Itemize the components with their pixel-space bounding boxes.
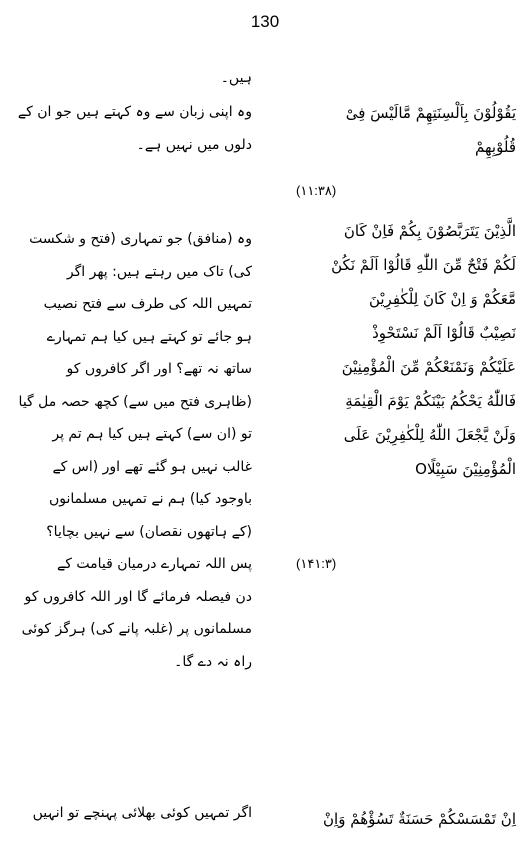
urdu-line: تمہیں اللہ کی طرف سے فتح نصیب: [43, 296, 252, 312]
urdu-translation-block-2a: [12, 223, 252, 418]
urdu-line: راہ نہ دے گا۔: [174, 653, 252, 670]
verse-reference-1: (١١:٣٨): [296, 183, 337, 198]
urdu-line: ہیں۔: [220, 70, 252, 86]
arabic-verse-block-3: [268, 802, 516, 836]
urdu-translation-block-2b: [12, 418, 252, 678]
urdu-line: دلوں میں نہیں ہے۔: [136, 136, 252, 153]
arabic-line: وَلَنْ يَّجْعَلَ اللّٰهُ لِلْكٰفِرِيْنَ عَلَى: [343, 426, 516, 444]
urdu-line: وہ (منافق) جو تمہاری (فتح و شکست: [29, 231, 252, 247]
urdu-line: باوجود کیا) ہم نے تمہیں مسلمانوں: [49, 491, 252, 507]
arabic-line: يَقُوْلُوْنَ بِاَلْسِنَتِهِمْ مَّالَيْسَ فِىْ: [345, 104, 516, 122]
arabic-line: مَّعَكُمْ وَ اِنْ كَانَ لِلْكٰفِرِيْنَ: [368, 290, 516, 308]
urdu-line: (کے ہاتھوں نقصان) سے نہیں بچایا؟: [46, 523, 252, 540]
arabic-line: فَاللّٰهُ يَحْكُمُ بَيْنَكُمْ يَوْمَ الْقِيٰمَةِ: [345, 392, 516, 410]
urdu-line: ہو جائے تو کہتے ہیں کیا ہم تمہارے: [46, 328, 252, 345]
arabic-line: نَصِيْبٌ قَالُوْا اَلَمْ نَسْتَحْوِذْ: [372, 324, 516, 342]
page-number: 130: [250, 12, 280, 31]
urdu-line: دن فیصلہ فرمائے گا اور اللہ کافروں کو: [24, 588, 252, 605]
urdu-translation-block-1: [12, 96, 252, 161]
arabic-line: قُلُوْبِهِمْ: [475, 138, 516, 156]
urdu-line: ساتھ نہ تھے؟ اور اگر کافروں کو: [66, 361, 252, 377]
arabic-line: عَلَيْكُمْ وَنَمْنَعْكُمْ مِّنَ الْمُؤْمِنِيْنَ: [341, 358, 516, 376]
arabic-line: الْمُؤْمِنِيْنَ سَبِيْلًاO: [415, 460, 516, 478]
urdu-line: کی) تاک میں رہتے ہیں: پھر اگر: [66, 263, 252, 280]
urdu-line: (ظاہری فتح میں سے) کچھ حصہ مل گیا: [18, 393, 252, 410]
arabic-line: الَّذِيْنَ يَتَرَبَّصُوْنَ بِكُمْ فَاِنْ كَانَ: [343, 222, 516, 240]
urdu-line: غالب نہیں ہو گئے تھے اور (اس کے: [52, 458, 252, 475]
urdu-line: وہ اپنی زبان سے وہ کہتے ہیں جو ان کے: [17, 104, 252, 120]
urdu-line: مسلمانوں پر (غلبہ پانے کی) ہرگز کوئی: [21, 621, 252, 637]
urdu-top-fragment: [12, 62, 252, 95]
urdu-line: پس اللہ تمہارے درمیان قیامت کے: [57, 556, 252, 572]
urdu-line: تو (ان سے) کہتے ہیں کیا ہم تم پر: [52, 426, 252, 442]
arabic-verse-block-2: [268, 214, 516, 486]
arabic-line: اِنْ تَمْسَسْكُمْ حَسَنَةٌ تَسُؤْهُمْ وَاِنْ: [323, 810, 516, 828]
arabic-line: لَكُمْ فَتْحٌ مِّنَ اللّٰهِ قَالُوْا اَلَمْ نَكُنْ: [331, 256, 516, 274]
urdu-line: اگر تمہیں کوئی بھلائی پہنچے تو انہیں: [32, 805, 252, 821]
arabic-verse-block-1: [268, 96, 516, 164]
verse-reference-2: (١۴١:٣): [296, 556, 337, 571]
urdu-translation-block-3: [12, 797, 252, 830]
